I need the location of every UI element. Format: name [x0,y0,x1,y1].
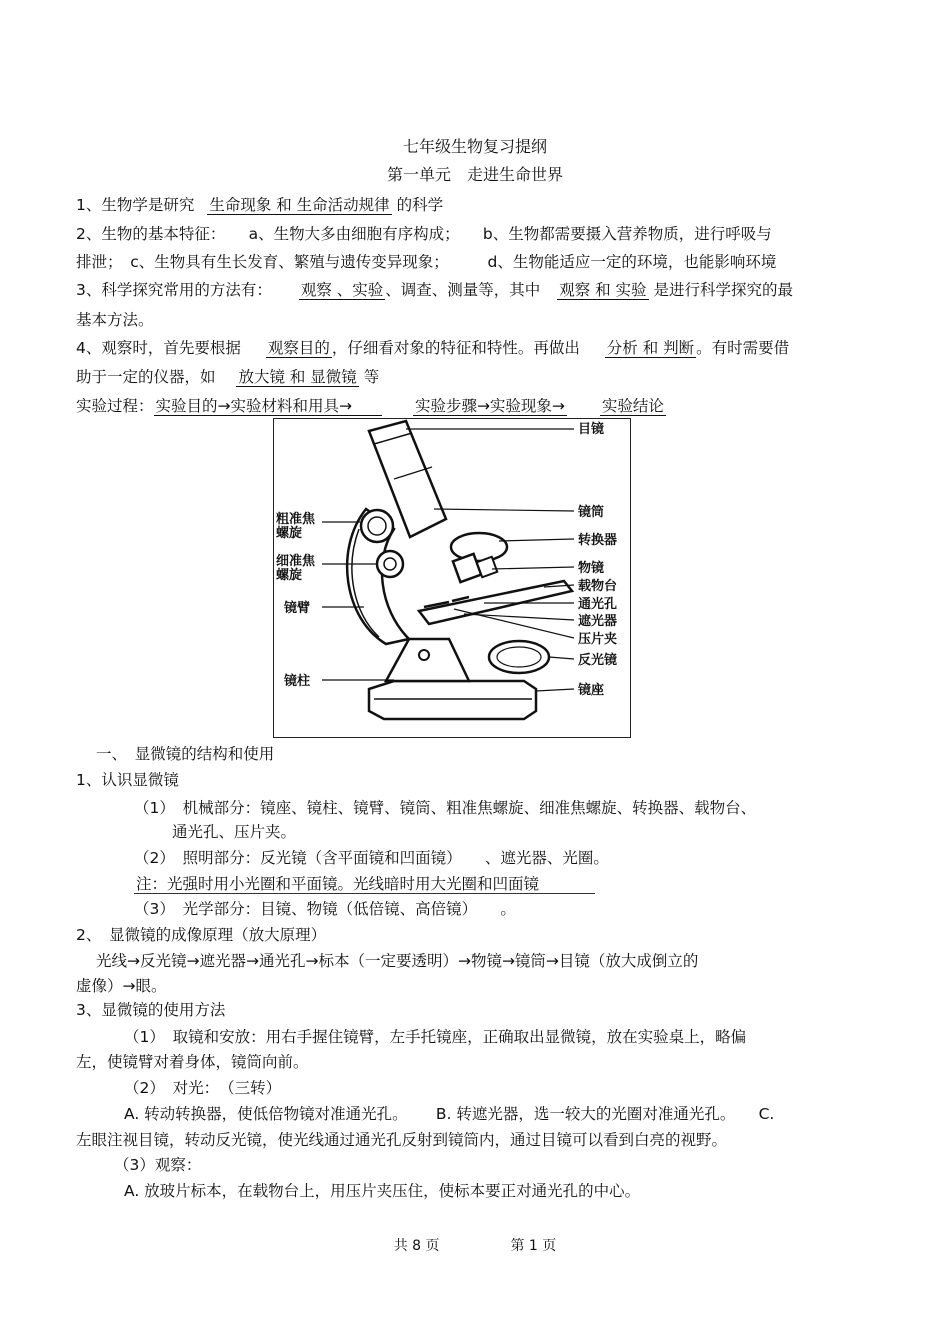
microscope-nosepiece-shape [451,533,507,561]
label-stage-hole: 通光孔 [578,597,618,612]
microscope-base-shape [369,681,536,719]
label-clip: 压片夹 [578,632,618,647]
item-4-answer-3: 放大镜 和 显微镜 [238,368,357,386]
label-diaphragm: 遮光器 [578,614,618,629]
label-tube: 镜筒 [578,505,605,520]
process-step-2: 实验步骤→实验现象→ [414,397,565,415]
mechanical-parts-line2: 通光孔、压片夹。 [172,823,297,841]
item-1 [76,195,443,215]
section-1-heading: 一、 显微镜的结构和使用 [96,745,275,763]
illumination-parts: （2） 照明部分：反光镜（含平面镜和凹面镜） 、遮光器、光圈。 [134,849,609,867]
item-3-line2: 基本方法。 [76,311,154,329]
item-2-line2: 排泄； c、生物具有生长发育、繁殖与遗传变异现象； d、生物能适应一定的环境，也能影响环境 [76,253,777,271]
item-3-mid: 、调查、测量等，其中 [385,281,541,299]
label-base: 镜座 [578,683,605,698]
item-4-answer-1: 观察目的 [267,339,330,357]
experiment-process [76,396,666,416]
item-1-answer: 生命现象 和 生命活动规律 [209,196,390,214]
item-4-answer-2: 分析 和 判断 [606,339,695,357]
doc-title: 七年级生物复习提纲 [402,137,547,156]
item-1-pre: 1、生物学是研究 [76,196,195,214]
item-4-pre: 4、观察时，首先要根据 [76,339,241,357]
process-step-3: 实验结论 [601,397,664,415]
item-4-mid: ，仔细看对象的特征和特性。再做出 [331,339,580,357]
label-arm: 镜臂 [284,601,311,616]
item-3-pre: 3、科学探究常用的方法有： [76,281,272,299]
unit-title: 第一单元 走进生命世界 [386,165,563,184]
section-3-b3: 左眼注视目镜，转动反光镜，使光线通过通光孔反射到镜筒内，通过目镜可以看到白亮的视野。 [76,1131,728,1149]
label-stage: 载物台 [578,579,618,594]
section-3-b1: （2） 对光： （三转） [124,1079,282,1097]
label-objective: 物镜 [578,561,605,576]
microscope-figure [273,418,631,738]
item-4-line2-pre: 助于一定的仪器，如 [76,368,216,386]
section-2-line1: 光线→反光镜→遮光器→通光孔→标本（一定要透明）→物镜→镜筒→目镜（放大成倒立的 [96,952,699,970]
optical-parts: （3） 光学部分：目镜、物镜（低倍镜、高倍镜） 。 [134,900,516,918]
item-4-post: 。有时需要借 [696,339,790,357]
section-1-sub-1: 1、认识显微镜 [76,771,179,789]
footer-total-pages: 共 8 页 [393,1238,440,1254]
section-2-line2: 虚像）→眼。 [76,977,167,995]
section-3-c1: （3）观察： [114,1156,202,1174]
section-3-a1: （1） 取镜和安放：用右手握住镜臂，左手托镜座，正确取出显微镜，放在实验桌上，略偏 [124,1028,747,1046]
item-3-line1 [76,280,793,300]
label-pillar: 镜柱 [284,674,311,689]
label-coarse-b: 螺旋 [276,526,303,541]
page-footer [0,1236,950,1256]
item-4-line2-post: 等 [363,368,380,386]
label-nosepiece: 转换器 [578,533,618,548]
item-2-line1: 2、生物的基本特征： a、生物大多由细胞有序构成； b、生物都需要摄入营养物质，进行呼吸与 [76,225,772,243]
item-1-post: 的科学 [396,196,444,214]
item-3-answer-1: 观察 、实验 [300,281,384,299]
label-fine-b: 螺旋 [276,568,303,583]
section-3-c2: A. 放玻片标本，在载物台上，用压片夹压住，使标本要正对通光孔的中心。 [124,1182,641,1200]
section-3-a2: 左，使镜臂对着身体，镜筒向前。 [76,1053,309,1071]
microscope-pillar-shape [386,639,469,681]
item-3-answer-2: 观察 和 实验 [559,281,647,299]
item-3-post: 是进行科学探究的最 [653,281,794,299]
label-fine-a: 细准焦 [276,554,316,569]
item-4-line1 [76,338,789,358]
label-eyepiece: 目镜 [578,422,605,437]
note-line [134,874,595,894]
mechanical-parts-line1: （1） 机械部分：镜座、镜柱、镜臂、镜筒、粗准焦螺旋、细准焦螺旋、转换器、载物台、 [134,799,757,817]
microscope-diagram [274,419,632,739]
section-2-heading: 2、 显微镜的成像原理（放大原理） [76,926,327,944]
section-3-heading: 3、显微镜的使用方法 [76,1001,226,1019]
section-3-b2: A. 转动转换器，使低倍物镜对准通光孔。 B. 转遮光器，选一较大的光圈对准通光孔。 C. [124,1105,775,1123]
note-text: 注：光强时用小光圈和平面镜。光线暗时用大光圈和凹面镜 [134,875,595,894]
label-mirror: 反光镜 [578,653,618,668]
microscope-mirror-shape [489,641,549,673]
footer-current-page: 第 1 页 [510,1238,557,1254]
process-pre: 实验过程： [76,397,154,415]
item-4-line2 [76,367,379,387]
label-coarse-a: 粗准焦 [276,512,316,527]
process-step-1: 实验目的→实验材料和用具→ [154,397,382,416]
